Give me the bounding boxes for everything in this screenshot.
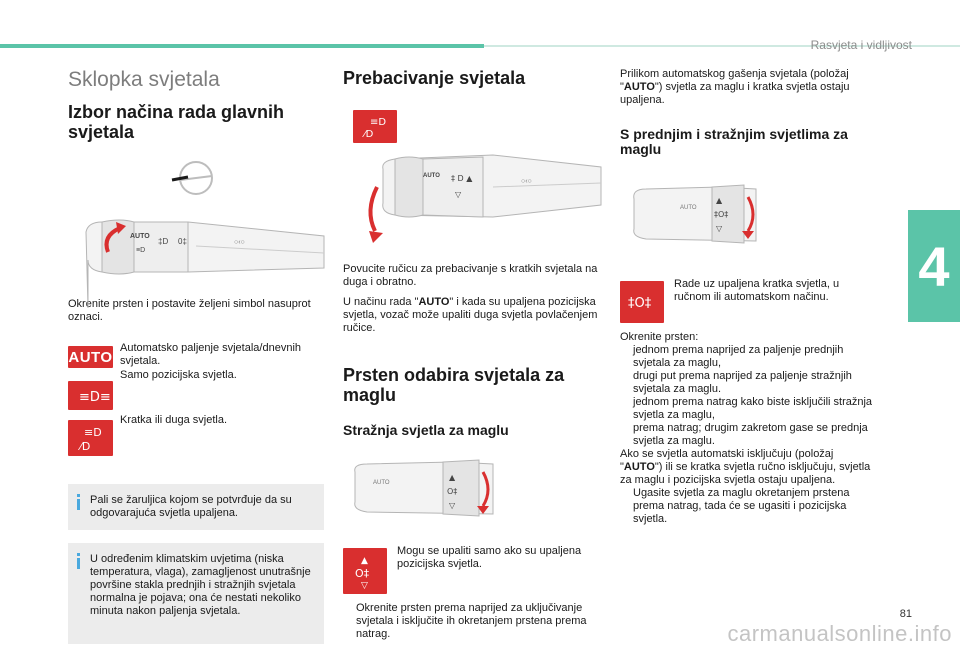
svg-text:≡D: ≡D [136, 247, 146, 254]
svg-text:≡D: ≡D [83, 426, 102, 439]
stalk-drawing-rear-fog [343, 454, 601, 536]
svg-text:‡D: ‡D [158, 237, 169, 246]
rear-fog-icon [343, 548, 387, 594]
svg-text:≡D: ≡D [370, 116, 387, 128]
column-right [620, 62, 876, 526]
svg-text:‡ D ▲: ‡ D ▲ [451, 174, 473, 183]
beam-row [68, 414, 324, 456]
auto-off-post: ") ili se kratka svjetla ručno isključuju, svjetla za maglu i pozicijska svjetla ostaju upaljena. [620, 461, 871, 486]
heading-front-rear-fog: S prednjim i stražnjim svjetlima za maglu [620, 126, 848, 157]
chapter-tab [908, 210, 960, 322]
intro-pre: Prilikom automatskog gašenja svjetala (položaj " [620, 68, 849, 93]
heading-rear-fog: Stražnja svjetla za maglu [343, 422, 509, 438]
auto-off-text [620, 448, 876, 487]
lever-stalk-shape [86, 220, 324, 308]
auto-off-intro [620, 68, 876, 107]
stalk-auto-label: AUTO [130, 233, 150, 240]
chapter-number: 4 [918, 234, 950, 298]
rear-fog-text: Mogu se upaliti samo ako su upaljena pozicijska svjetla. [397, 545, 582, 570]
page-number: 81 [899, 608, 912, 620]
auto-mode-text [343, 296, 601, 335]
list-item-text: Ugasite svjetla za maglu okretanjem prstena prema natrag, tada će se ugasiti i pozicijska svjetla. [633, 487, 850, 525]
rear-fog-icon-row [343, 545, 601, 594]
list-item-text: jednom prema natrag kako biste isključili stražnja svjetla za maglu, [633, 396, 873, 421]
beam-stalk-illustration [343, 147, 601, 247]
watermark: carmanualsonline.info [727, 621, 952, 646]
info-icon [77, 494, 80, 510]
turn-ring-list [620, 344, 876, 448]
front-rear-fog-text: Rade uz upaljena kratka svjetla, u ručnom ili automatskom načinu. [674, 278, 840, 303]
auto-badge-text: AUTO [68, 348, 113, 366]
svg-text:⁄D: ⁄D [364, 128, 374, 140]
svg-text:▽: ▽ [449, 501, 456, 510]
svg-text:▲: ▲ [361, 556, 368, 566]
column-left [68, 62, 324, 644]
svg-text:○‹○: ○‹○ [521, 178, 532, 185]
position-lights-text: Samo pozicijska svjetla. [120, 369, 237, 381]
steering-stalk-illustration [68, 156, 324, 290]
beam-switch-text: Povucite ručicu za prebacivanje s kratkih svjetala na duga i obratno. [343, 263, 598, 288]
beam-icon [68, 420, 113, 456]
heading-fog-ring: Prsten odabira svjetala za maglu [343, 365, 565, 405]
auto-off-bold: AUTO [623, 461, 655, 473]
rear-fog-bullet [343, 602, 601, 641]
note-indicator-lamp [68, 484, 324, 530]
svg-text:O‡: O‡ [355, 567, 370, 580]
stalk-drawing [68, 156, 324, 290]
list-item-text: jednom prema naprijed za paljenje prednjih svjetala za maglu, [633, 344, 844, 369]
stalk-drawing-front-rear-fog [620, 183, 876, 261]
svg-text:▽: ▽ [455, 190, 462, 199]
svg-text:‡O‡: ‡O‡ [628, 296, 652, 311]
rear-fog-stalk-illustration [343, 454, 601, 536]
auto-mode-row [68, 342, 324, 368]
note-condensation-text: U određenim klimatskim uvjetima (niska temperatura, vlaga), zamagljenost unutrašnje površine stakla prednjih i stražnjih svjetala normalna je pojava; ona će nestati nekoliko minuta nakon paljenja svjetala. [90, 553, 311, 617]
beam-text: Kratka ili duga svjetla. [120, 414, 227, 426]
svg-text:AUTO: AUTO [423, 173, 440, 179]
column-middle [343, 62, 601, 641]
list-item [620, 344, 876, 370]
svg-text:○‹○: ○‹○ [234, 239, 245, 246]
auto-mode-post: " i kada su upaljena pozicijska svjetla, vozač može upaliti duga svjetla povlačenjem ručice. [343, 296, 598, 334]
front-rear-fog-icon-row [620, 278, 876, 323]
list-item [620, 422, 876, 448]
svg-text:≡D≡: ≡D≡ [78, 389, 111, 405]
svg-text:O‡: O‡ [447, 487, 458, 496]
stalk-drawing-beam [343, 147, 601, 247]
svg-text:AUTO: AUTO [680, 205, 697, 211]
rear-fog-bullet-text: Okrenite prsten prema naprijed za uključivanje svjetala i isključite ih okretanjem prstena prema natrag. [356, 602, 587, 640]
svg-text:0‡: 0‡ [178, 237, 187, 246]
intro-post: ") svjetla za maglu i kratka svjetla ostaju upaljena. [620, 81, 850, 106]
front-rear-fog-icon [620, 281, 664, 323]
auto-mode-bold: AUTO [418, 296, 450, 308]
turn-ring-label: Okrenite prsten: [620, 331, 699, 343]
position-lights-row [68, 369, 324, 410]
svg-text:⁄D: ⁄D [79, 440, 90, 453]
list-item [620, 396, 876, 422]
header-accent-bar [0, 44, 484, 48]
info-icon [77, 553, 80, 569]
list-item [620, 487, 876, 526]
auto-mode-pre: U načinu rada " [343, 296, 419, 308]
intro-bold: AUTO [623, 81, 655, 93]
list-item [620, 370, 876, 396]
svg-text:▲: ▲ [449, 473, 456, 482]
high-beam-icon [353, 110, 397, 143]
list-item-text: drugi put prema naprijed za paljenje stražnjih svjetala za maglu. [633, 370, 852, 395]
svg-text:‡O‡: ‡O‡ [714, 210, 729, 219]
high-beam-icon-row [353, 110, 601, 143]
list-item-text: prema natrag; drugim zakretom gase se prednja svjetla za maglu. [633, 422, 868, 447]
pull-arrowhead [369, 231, 383, 243]
note-indicator-text: Pali se žaruljica kojom se potvrđuje da su odgovarajuća svjetla upaljena. [90, 494, 292, 519]
position-lights-icon [68, 381, 113, 410]
auto-icon [68, 346, 113, 368]
heading-headlight-mode: Izbor načina rada glavnih svjetala [68, 102, 285, 142]
pull-arrow [370, 187, 377, 231]
svg-text:▽: ▽ [361, 581, 368, 591]
svg-text:AUTO: AUTO [373, 480, 390, 486]
svg-text:▲: ▲ [716, 196, 723, 205]
chapter-label: Rasvjeta i vidljivost [810, 38, 912, 52]
auto-mode-text: Automatsko paljenje svjetala/dnevnih svjetala. [120, 342, 302, 367]
note-condensation [68, 543, 324, 644]
front-rear-fog-stalk-illustration [620, 183, 876, 261]
heading-beam-switch: Prebacivanje svjetala [343, 68, 526, 88]
svg-text:▽: ▽ [716, 224, 723, 233]
instruction-text: Okrenite prsten i postavite željeni simbol nasuprot oznaci. [68, 298, 311, 323]
section-title: Sklopka svjetala [68, 68, 220, 91]
auto-off-pre: Ako se svjetla automatski isključuju (položaj " [620, 448, 834, 473]
steering-wheel-icon [172, 162, 212, 194]
